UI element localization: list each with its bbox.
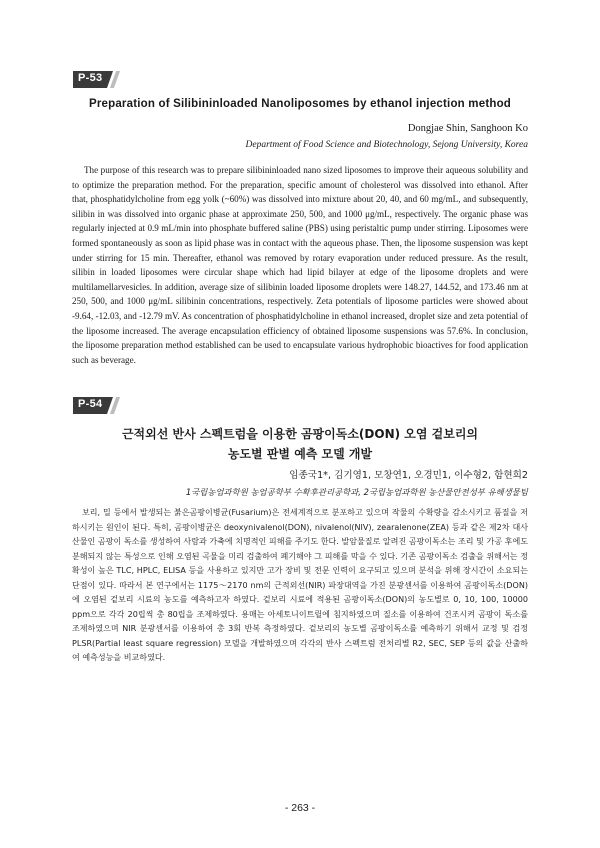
title-line-1: 근적외선 반사 스펙트럼을 이용한 곰팡이독소(DON) 오염 겉보리의	[121, 427, 479, 441]
abstract-number-badge-2	[73, 397, 119, 414]
abstract-body-korean: 보리, 밀 등에서 발생되는 붉은곰팡이병균(Fusarium)은 전세계적으로 분포하고 있으며 작물의 수확량을 감소시키고 품질을 저하시키는 원인이 된다. 특히, 곰팡이병균은 deoxynivalenol(DON), nivalenol(NIV), zearalenone(ZEA) 등과 같은 제2차 대사산물인 곰팡이 독소를 생성하여 사람과 가축에 치명적인 피해를 주기도 한다. 발암물질로 알려진 곰팡이독소는 조리 및 가공 후에도 분해되지 않는 특성으로 인해 오염된 곡물을 미리 검출하여 폐기해야 그 피해를 막을 수 있다. 기존 곰팡이독소 검출을 위해서는 정확성이 높은 TLC, HPLC, ELISA 등을 사용하고 있지만 고가 장비 및 전문 인력이 요구되고 있으며 분석을 위해 장시간이 소요되는 단점이 있다. 따라서 본 연구에서는 1175～2170 nm의 근적외선(NIR) 파장대역을 가진 분광센서를 이용하여 곰팡이독소(DON)에 오염된 겉보리 시료의 농도를 예측하고자 하였다. 겉보리 시료에 적용된 곰팡이독소(DON)의 농도별로 0, 10, 100, 10000 ppm으로 각각 20립씩 총 80립을 조제하였다. 용매는 아세토니이트릴에 침지하였으며 질소를 이용하여 건조시켜 곰팡이 독소를 조제하였으며 NIR 분광센서를 이용하여 총 3회 반복 측정하였다. 겉보리의 농도별 곰팡이독소를 예측하기 위해서 교정 및 검정 PLSR(Partial least square regression) 모델을 개발하였으며 각각의 반사 스펙트럼 전처리별 R2, SEC, SEP 등의 값을 산출하여 예측성능을 비교하였다.	[72, 508, 528, 662]
affiliation-korean: 1국립농업과학원 농업공학부 수확후관리공학과, 2국립농업과학원 농산물안전성부 유해생물팀	[185, 487, 528, 497]
affiliation: Department of Food Science and Biotechnology, Sejong University, Korea	[245, 140, 528, 150]
abstract-number-badge	[73, 71, 119, 88]
page-number: - 263 -	[284, 802, 316, 814]
abstract-body: The purpose of this research was to prepare silibininloaded nano sized liposomes to improve their aqueous solubility and to optimize the preparation method. For the preparation, specific amount of cholesterol was dissolved into ethanol. After that, phosphatidylcholine from egg yolk (~60%) was dissolved into mixture about 20, 40, and 60 mg/mL, and subsequently, silibin in was dissolved into organic phase at approximate 250, 500, and 1000 μg/mL, respectively. The organic phase was regularly injected at 0.9 mL/min into phosphate buffered saline (PBS) using peristaltic pump under stirring. Liposomes were formed spontaneously as soon as lipid phase was in contact with the aqueous phase. Then, the liposome suspension was kept under stirring for 15 min. Thereafter, ethanol was removed by rotary evaporation under reduced pressure. As the result, silibin in loaded liposomes were circular shape which had lipid bilayer at edge of the liposome droplets and were multilamellarvesicles. In addition, average size of silibinin loaded liposome droplets were 148.27, 144.52, and 173.46 nm at 250, 500, and 1000 μg/mL silibinin concentrations, respectively. Zeta potentials of liposome particles were showed about -9.64, -12.03, and -12.79 mV. As concentration of phosphatidylcholine in ethanol increased, droplet size and zeta potential of the liposome increased. The average encapsulation efficiency of obtained liposome suspensions was 57.6%. In conclusion, the liposome preparation method established can be used to encapsulate various hydrophobic bioactives for food application such as beverage.	[72, 165, 528, 365]
author-list: Dongjae Shin, Sanghoon Ko	[407, 123, 528, 134]
badge-label: P-53	[78, 72, 103, 84]
abstract-title: Preparation of Silibininloaded Nanoliposomes by ethanol injection method	[88, 98, 512, 110]
abstract-title-korean	[60, 424, 540, 464]
badge-label-2: P-54	[78, 398, 103, 410]
title-line-2: 농도별 판별 예측 모델 개발	[227, 447, 373, 461]
author-list-korean: 임종국1*, 김기영1, 모창연1, 오경민1, 이수형2, 함현희2	[289, 470, 528, 481]
